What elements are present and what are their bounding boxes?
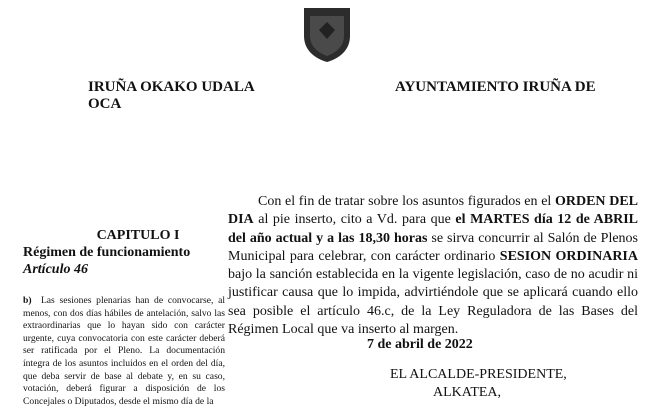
chapter-title: Régimen de funcionamiento xyxy=(23,245,191,260)
article-item-label: b) xyxy=(23,295,32,306)
document-date: 7 de abril de 2022 xyxy=(367,337,473,352)
session-type: SESION ORDINARIA xyxy=(499,248,638,264)
body-text-2: al pie inserto, cito a Vd. para que xyxy=(253,212,456,228)
meeting-datetime: el MARTES día 12 de ABRIL del año actual y a las 18,30 horas xyxy=(228,212,638,246)
coat-of-arms-icon xyxy=(302,6,352,63)
body-text-4: bajo la sanción establecida en la vigente legislación, caso de no acudir ni justificar causa que lo impida, advirtiéndole que se aplicará cuando ello sea posible el artículo 46.c, de la Ley Reguladora de las Bases del Régimen Local que va inserto al margen. xyxy=(228,267,638,338)
signature-title: EL ALCALDE-PRESIDENTE, xyxy=(390,367,567,382)
header-right-title: AYUNTAMIENTO IRUÑA DE xyxy=(395,79,596,95)
convocation-body xyxy=(228,193,638,339)
header-left-line1: IRUÑA OKAKO UDALA xyxy=(88,79,255,95)
body-text-1: Con el fin de tratar sobre los asuntos figurados en el xyxy=(258,194,555,209)
header-left-title xyxy=(88,79,288,113)
article-item-text: Las sesiones plenarias han de convocarse, al menos, con dos días hábiles de antelación, salvo las extraordinarias que lo hayan sido con carácter urgente, cuya convocatoria con este carácter deberá ser ratificada por el Pleno. La documentación íntegra de los asuntos incluidos en el orden del día, que deba servir de base al debate y, en su caso, votación, deberá figurar a disposición de los Concejales o Diputados, desde el mismo día de la xyxy=(23,295,225,407)
chapter-heading: CAPITULO I xyxy=(96,228,180,243)
body-text-3: se sirva concurrir al Salón de Plenos Municipal para celebrar, con carácter ordinario xyxy=(228,230,638,264)
signature-title-basque: ALKATEA, xyxy=(433,385,502,400)
article-heading: Artículo 46 xyxy=(23,262,88,277)
header-left-line2: OCA xyxy=(88,96,122,112)
article-text xyxy=(23,295,225,408)
order-of-day: ORDEN DEL DIA xyxy=(228,194,638,228)
